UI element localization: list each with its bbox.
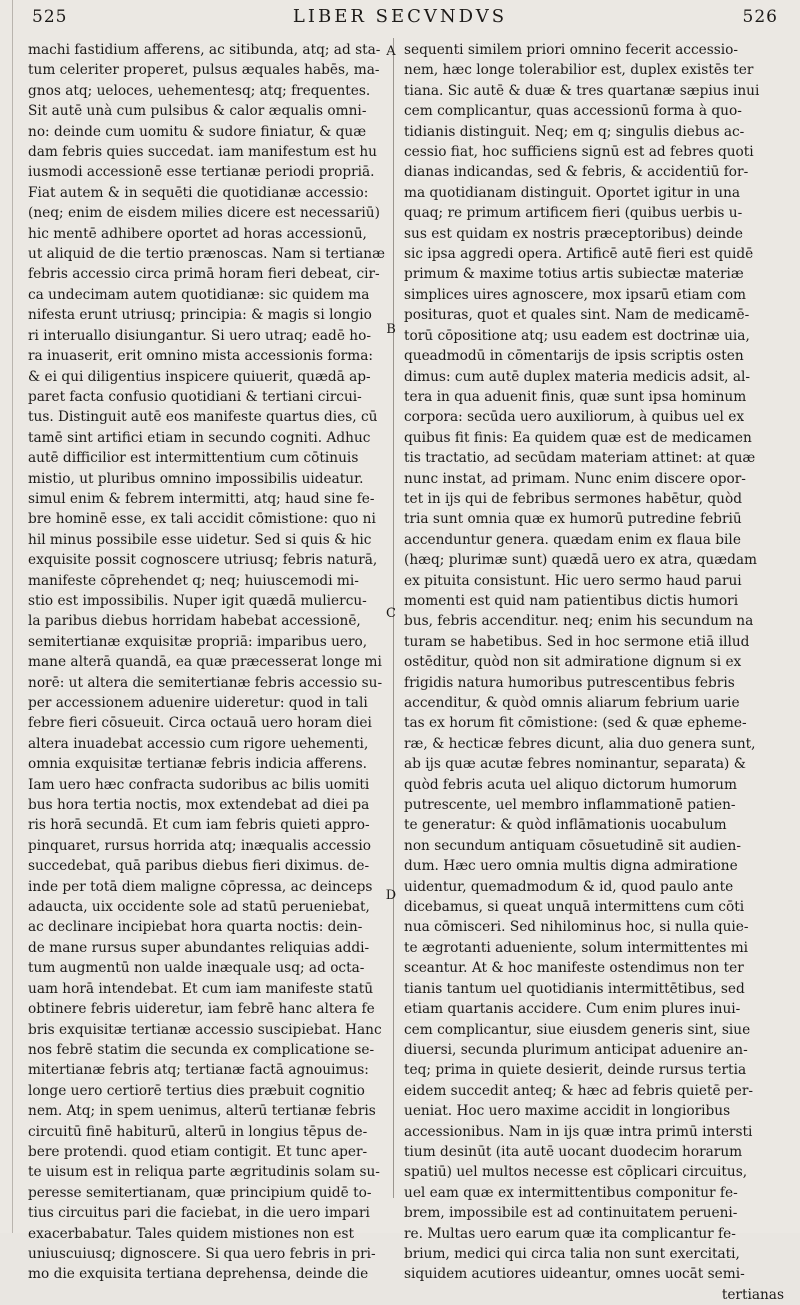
text-line: non secundum antiquam cōsuetudinē sit audien-	[404, 837, 741, 854]
text-line: re. Multas uero earum quæ ita complicantur fe-	[404, 1225, 736, 1242]
text-line: autē difficilior est intermittentium cum cōtinuis	[28, 450, 359, 467]
text-line: per accessionem aduenire uideretur: quod in tali	[28, 695, 368, 711]
text-line: Iam uero hæc confracta sudoribus ac bilis uomiti	[28, 776, 370, 793]
text-line: eidem succedit anteq; & hæc ad febris quietē per-	[404, 1082, 753, 1099]
text-line: simul enim & febrem intermitti, atq; haud sine fe-	[28, 490, 375, 507]
text-line: la paribus diebus horridam habebat accessionē,	[28, 613, 361, 630]
text-line: tidianis distinguit. Neq; em q; singulis diebus ac-	[404, 123, 745, 140]
page-header	[0, 0, 800, 36]
text-line: accessionibus. Nam in ijs quæ intra primū intersti	[404, 1123, 753, 1140]
text-line: tis tractatio, ad secūdam materiam attinet: at quæ	[404, 450, 756, 467]
text-line: mistio, ut pluribus omnino impossibilis uideatur.	[28, 470, 364, 487]
text-line: de mane rursus super abundantes reliquias addi-	[28, 939, 370, 956]
text-line: bus, febris accenditur. neq; enim his secundum na	[404, 613, 754, 630]
text-line: ri interuallo disiungantur. Si uero utraq; eadē ho-	[28, 327, 371, 344]
text-line: torū cōpositione atq; usu eadem est doctrinæ uia,	[404, 327, 750, 344]
text-line: tiana. Sic autē & duæ & tres quartanæ sæpius inui	[404, 82, 760, 99]
text-line: pinquaret, rursus horrida atq; inæqualis accessio	[28, 837, 372, 854]
text-line: nos febrē statim die secunda ex complicatione se-	[28, 1041, 375, 1058]
text-line: uam horā intendebat. Et cum iam manifeste statū	[28, 980, 374, 997]
text-line: bus hora tertia noctis, mox extendebat ad diei pa	[28, 797, 370, 814]
text-line: no: deinde cum uomitu & sudore finiatur, & quæ	[28, 123, 367, 140]
right-text-column	[404, 40, 784, 1305]
text-line: bris exquisitæ tertianæ accessio suscipiebat. Hanc	[28, 1021, 382, 1038]
text-line: hic mentē adhibere oportet ad horas accessionū,	[28, 225, 367, 242]
text-line: dicebamus, si queat unquā intermittens cum cōti	[404, 899, 745, 916]
text-line: tet in ijs qui de febribus sermones habētur, quòd	[404, 490, 742, 507]
text-line: uidentur, quemadmodum & id, quod paulo ante	[404, 878, 734, 895]
text-line: ra inuaserit, erit omnino mista accessionis forma:	[28, 348, 373, 365]
margin-marker-a: A	[386, 44, 396, 59]
text-line: ræ, & hecticæ febres dicunt, alia duo genera sunt,	[404, 735, 756, 752]
text-line: omnia exquisitæ tertianæ febris indicia afferens.	[28, 756, 367, 773]
text-line: nem. Atq; in spem uenimus, alterū tertianæ febris	[28, 1103, 376, 1120]
text-line: nifesta erunt utriusq; principia: & magis si longio	[28, 307, 372, 324]
text-line: te generatur: & quòd inflāmationis uocabulum	[404, 817, 727, 834]
text-line: accenduntur genera. quædam enim ex flaua bile	[404, 531, 741, 548]
text-line: nem, hæc longe tolerabilior est, duplex existēs ter	[404, 62, 754, 79]
text-line: tius circuitus pari die faciebat, in die uero impari	[28, 1205, 370, 1222]
text-line: teq; prima in quiete desierit, deinde rursus tertia	[404, 1062, 747, 1079]
text-line: bere protendi. quod etiam contigit. Et tunc aper-	[28, 1143, 368, 1160]
text-line: inde per totā diem maligne cōpressa, ac deinceps	[28, 878, 373, 895]
text-line: ca undecimam autem quotidianæ: sic quidem ma	[28, 286, 370, 303]
text-line: siquidem acutiores uideantur, omnes uocāt semi-	[404, 1266, 745, 1283]
text-line: mitertianæ febris atq; tertianæ factā agnouimus:	[28, 1062, 369, 1079]
text-line: brium, medici qui circa talia non sunt exercitati,	[404, 1245, 740, 1262]
text-line: obtinere febris uideretur, iam febrē hanc altera fe	[28, 1001, 375, 1018]
text-line: dam febris quies succedat. iam manifestum est hu	[28, 144, 377, 161]
text-line: putrescente, uel membro inflammationē patien-	[404, 797, 736, 814]
text-line: ac declinare incipiebat hora quarta noctis: dein-	[28, 919, 363, 936]
text-line: peresse semitertianam, quæ principium quidē to-	[28, 1184, 372, 1201]
text-line: quibus fit finis: Ea quidem quæ est de medicamen	[404, 429, 752, 446]
text-line: cessio fiat, hoc sufficiens signū est ad febres quoti	[404, 144, 754, 161]
text-line: ris horā secundā. Et cum iam febris quieti appro-	[28, 817, 370, 834]
text-line: nunc instat, ad primam. Nunc enim discere opor-	[404, 470, 746, 487]
text-line: dimus: cum autē duplex materia medicis adsit, al-	[404, 368, 751, 385]
text-line: nua cōmisceri. Sed nihilominus hoc, si nulla quie-	[404, 919, 749, 936]
text-line: primum & maxime totius artis subiectæ materiæ	[404, 266, 744, 283]
text-line: tus. Distinguit autē eos manifeste quartus dies, cū	[28, 409, 378, 426]
page-number-right: 526	[742, 7, 778, 27]
text-line: sus est quidam ex nostris præceptoribus) deinde	[404, 225, 744, 242]
text-line: ut aliquid de die tertio prænoscas. Nam si tertianæ	[28, 246, 385, 263]
text-line: ex pituita consistunt. Hic uero sermo haud parui	[404, 572, 742, 589]
text-line: machi fastidium afferens, ac sitibunda, atq; ad sta-	[28, 42, 381, 58]
text-line: sceantur. At & hoc manifeste ostendimus non ter	[404, 960, 744, 977]
text-line: cem complicantur, siue eiusdem generis sint, siue	[404, 1021, 751, 1038]
text-line: posituras, quot et quales sint. Nam de medicamē-	[404, 307, 750, 324]
text-line: uel eam quæ ex intermittentibus componitur fe-	[404, 1184, 738, 1201]
text-line: manifeste cōprehendet q; neq; huiuscemodi mi-	[28, 572, 359, 589]
text-line: simplices uires agnoscere, mox ipsarū etiam com	[404, 286, 747, 303]
text-line: (neq; enim de eisdem milies dicere est necessariū)	[28, 205, 380, 222]
text-line: tamē sint artifici etiam in secundo cogniti. Adhuc	[28, 429, 371, 446]
text-line: succedebat, quā paribus diebus fieri diximus. de-	[28, 858, 370, 875]
text-line: circuitū finē habiturū, alterū in longius tēpus de-	[28, 1123, 368, 1140]
text-line: semitertianæ exquisitæ propriā: imparibus uero,	[28, 633, 368, 650]
left-text-column	[28, 40, 388, 1285]
text-line: te ægrotanti adueniente, solum intermittentes mi	[404, 939, 749, 956]
text-line: tria sunt omnia quæ ex humorū putredine febriū	[404, 511, 742, 528]
text-line: te uisum est in reliqua parte ægritudinis solam su-	[28, 1164, 380, 1181]
text-line: ueniat. Hoc uero maxime accidit in longioribus	[404, 1103, 731, 1120]
text-line: queadmodū in cōmentarijs de ipsis scriptis osten	[404, 348, 744, 365]
text-line: tas ex horum fit cōmistione: (sed & quæ epheme-	[404, 715, 747, 732]
text-line: tertianas	[721, 1286, 784, 1303]
text-line: paret facta confusio quotidiani & tertiani circui-	[28, 388, 362, 405]
text-line: Fiat autem & in sequēti die quotidianæ accessio:	[28, 184, 369, 201]
text-line: brem, impossibile est ad continuitatem perueni-	[404, 1205, 738, 1222]
text-line: uniuscuiusq; dignoscere. Si qua uero febris in pri-	[28, 1245, 376, 1262]
text-line: spatiū) uel multos necesse est cōplicari circuitus,	[404, 1164, 748, 1181]
margin-marker-c: C	[386, 606, 396, 621]
text-line: sic ipsa aggredi opera. Artificē autē fieri est quidē	[404, 246, 754, 263]
text-line: tum celeriter properet, pulsus æquales habēs, ma-	[28, 62, 380, 79]
text-line: stio est impossibilis. Nuper igit quædā muliercu-	[28, 592, 367, 609]
text-line: ab ijs quæ acutæ febres nominantur, separata) &	[404, 756, 746, 773]
text-line: norē: ut altera die semitertianæ febris accessio su-	[28, 674, 383, 691]
text-line: adaucta, uix occidente sole ad statū perueniebat,	[28, 899, 370, 916]
text-line: altera inuadebat accessio cum rigore uehementi,	[28, 735, 369, 752]
text-line: quòd febris acuta uel aliquo dictorum humorum	[404, 776, 737, 793]
text-line: cem complicantur, quas accessionū forma à quo-	[404, 103, 742, 120]
text-line: dum. Hæc uero omnia multis digna admiratione	[404, 858, 738, 875]
text-line: mane alterā quandā, ea quæ præcesserat longe mi	[28, 654, 382, 671]
text-line: bre hominē esse, ex tali accidit cōmistione: quo ni	[28, 511, 376, 528]
page-number-left: 525	[32, 7, 68, 27]
text-line: gnos atq; ueloces, uehementesq; atq; frequentes.	[28, 82, 371, 99]
text-line: tium desinūt (ita autē uocant duodecim horarum	[404, 1143, 743, 1160]
text-line: corpora: secūda uero auxiliorum, à quibus uel ex	[404, 409, 745, 426]
text-line: tianis tantum uel quotidianis intermittētibus, sed	[404, 980, 745, 997]
text-line: Sit autē unà cum pulsibus & calor æqualis omni-	[28, 103, 367, 120]
text-line: tum augmentū non ualde inæquale usq; ad octa-	[28, 960, 365, 977]
text-line: ostēditur, quòd non sit admiratione dignum si ex	[404, 654, 742, 671]
text-line: febre fieri cōsueuit. Circa octauā uero horam diei	[28, 715, 372, 732]
text-line: iusmodi accessionē esse tertianæ periodi propriā.	[28, 164, 375, 181]
text-line: frigidis natura humoribus putrescentibus febris	[404, 674, 735, 691]
text-line: exquisite possit cognoscere utriusq; febris naturā,	[28, 552, 378, 569]
scan-edge-line	[12, 0, 13, 1233]
text-line: hil minus possibile esse uidetur. Sed si quis & hic	[28, 531, 372, 548]
text-line: ma quotidianam distinguit. Oportet igitur in una	[404, 184, 741, 201]
text-line: & ei qui diligentius inspicere quiuerit, quædā ap-	[28, 368, 371, 385]
text-line: turam se habetibus. Sed in hoc sermone etiā illud	[404, 633, 750, 650]
text-line: (hæq; plurimæ sunt) quædā uero ex atra, quædam	[404, 552, 758, 569]
text-line: diuersi, secunda plurimum anticipat aduenire an-	[404, 1041, 748, 1058]
text-line: momenti est quid nam patientibus dictis humori	[404, 592, 739, 609]
text-line: sequenti similem priori omnino fecerit accessio-	[404, 42, 739, 58]
margin-marker-b: B	[386, 322, 396, 337]
text-line: quaq; re primum artificem fieri (quibus uerbis u-	[404, 205, 743, 222]
text-line: mo die exquisita tertiana deprehensa, deinde die	[28, 1266, 369, 1283]
running-title: LIBER SECVNDVS	[292, 6, 508, 27]
text-line: accenditur, & quòd omnis aliarum febrium uarie	[404, 695, 740, 711]
text-line: dianas indicandas, sed & febris, & accidentiū for-	[404, 164, 749, 181]
text-line: exacerbabatur. Tales quidem mistiones non est	[28, 1225, 355, 1242]
text-line: longe uero certiorē tertius dies præbuit cognitio	[28, 1082, 365, 1099]
text-line: tera in qua aduenit finis, quæ sunt ipsa hominum	[404, 388, 747, 405]
text-line: etiam quartanis accidere. Cum enim plures inui-	[404, 1001, 741, 1018]
text-line: febris accessio circa primā horam fieri debeat, cir-	[28, 266, 380, 283]
margin-marker-d: D	[385, 888, 397, 903]
